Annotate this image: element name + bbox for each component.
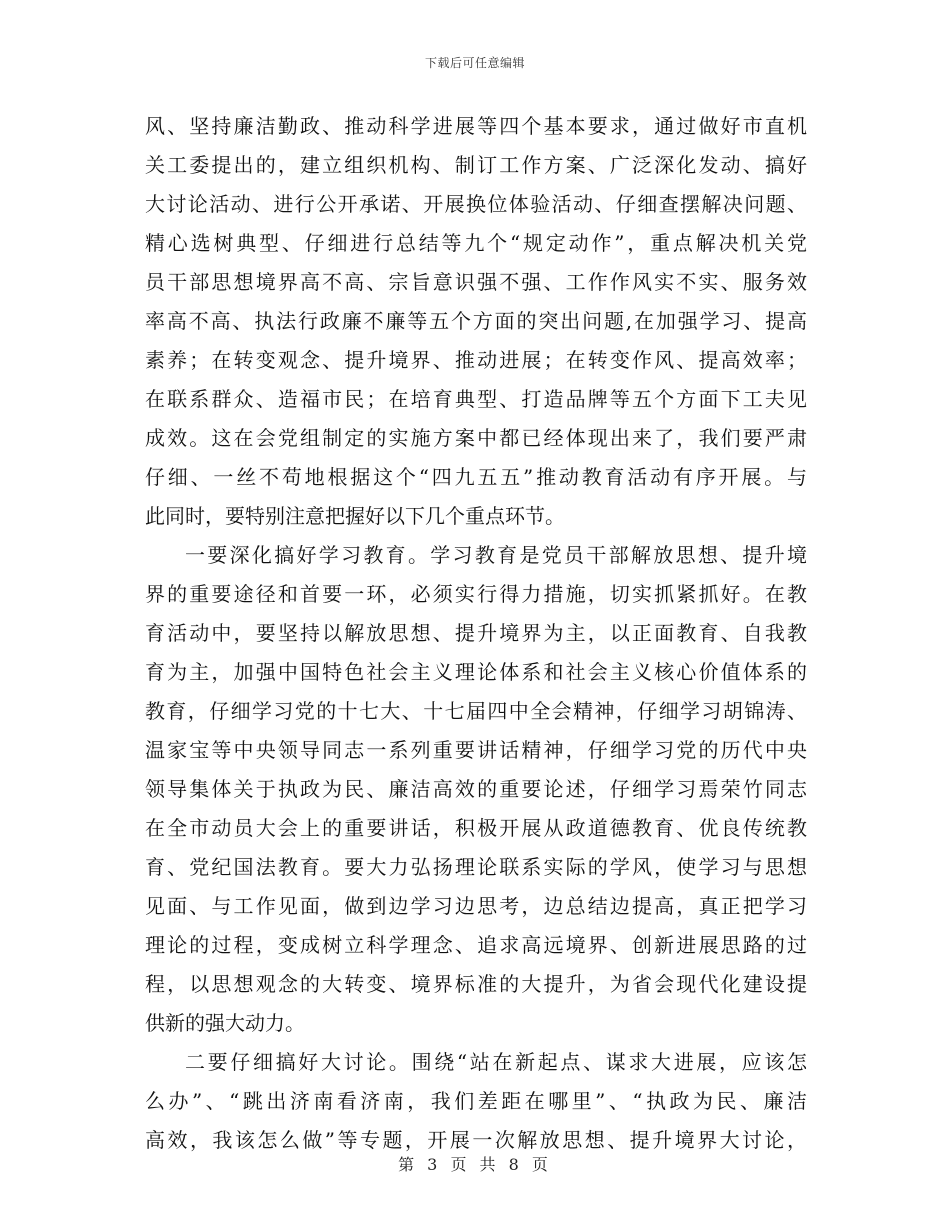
text-line: 率高不高、执法行政廉不廉等五个方面的突出问题,在加强学习、提高 (145, 309, 807, 333)
text-line: 么办”、“跳出济南看济南，我们差距在哪里”、“执政为民、廉洁 (145, 1089, 807, 1113)
text-line: 教育，仔细学习党的十七大、十七届四中全会精神，仔细学习胡锦涛、 (145, 699, 807, 723)
text-line: 仔细、一丝不苟地根据这个“四九五五”推动教育活动有序开展。与 (145, 465, 807, 489)
paragraph-1 (145, 107, 807, 536)
text-line: 育活动中，要坚持以解放思想、提升境界为主，以正面教育、自我教 (145, 621, 807, 645)
text-line: 领导集体关于执政为民、廉洁高效的重要论述，仔细学习焉荣竹同志 (145, 777, 807, 801)
document-body (145, 107, 807, 1160)
text-line: 二要仔细搞好大讨论。围绕“站在新起点、谋求大进展，应该怎 (185, 1050, 807, 1074)
text-line: 关工委提出的，建立组织机构、制订工作方案、广泛深化发动、搞好 (145, 153, 807, 177)
text-line: 风、坚持廉洁勤政、推动科学进展等四个基本要求，通过做好市直机 (145, 114, 807, 138)
text-line: 大讨论活动、进行公开承诺、开展换位体验活动、仔细查摆解决问题、 (145, 192, 807, 216)
text-line: 在全市动员大会上的重要讲话，积极开展从政道德教育、优良传统教 (145, 816, 807, 840)
paragraph-2 (145, 536, 807, 1043)
text-line: 见面、与工作见面，做到边学习边思考，边总结边提高，真正把学习 (145, 894, 807, 918)
text-line: 精心选树典型、仔细进行总结等九个“规定动作”，重点解决机关党 (145, 231, 807, 255)
paragraph-3 (145, 1043, 807, 1160)
text-line: 此同时，要特别注意把握好以下几个重点环节。 (145, 504, 565, 528)
text-line: 程，以思想观念的大转变、境界标准的大提升，为省会现代化建设提 (145, 972, 807, 996)
text-line: 温家宝等中央领导同志一系列重要讲话精神，仔细学习党的历代中央 (145, 738, 807, 762)
text-line: 高效，我该怎么做”等专题，开展一次解放思想、提升境界大讨论， (145, 1128, 807, 1152)
text-line: 界的重要途径和首要一环，必须实行得力措施，切实抓紧抓好。在教 (145, 582, 807, 606)
page-footer: 第 3 页 共 8 页 (398, 1155, 552, 1174)
text-line: 在联系群众、造福市民；在培育典型、打造品牌等五个方面下工夫见 (145, 387, 807, 411)
text-line: 育为主，加强中国特色社会主义理论体系和社会主义核心价值体系的 (145, 660, 807, 684)
text-line: 员干部思想境界高不高、宗旨意识强不强、工作作风实不实、服务效 (145, 270, 807, 294)
text-line: 素养；在转变观念、提升境界、推动进展；在转变作风、提高效率； (145, 348, 807, 372)
text-line: 供新的强大动力。 (145, 1011, 305, 1035)
page-header: 下载后可任意编辑 (424, 56, 525, 70)
text-line: 成效。这在会党组制定的实施方案中都已经体现出来了，我们要严肃 (145, 426, 807, 450)
text-line: 理论的过程，变成树立科学理念、追求高远境界、创新进展思路的过 (145, 933, 807, 957)
text-line: 一要深化搞好学习教育。学习教育是党员干部解放思想、提升境 (185, 543, 807, 567)
text-line: 育、党纪国法教育。要大力弘扬理论联系实际的学风，使学习与思想 (145, 855, 807, 879)
